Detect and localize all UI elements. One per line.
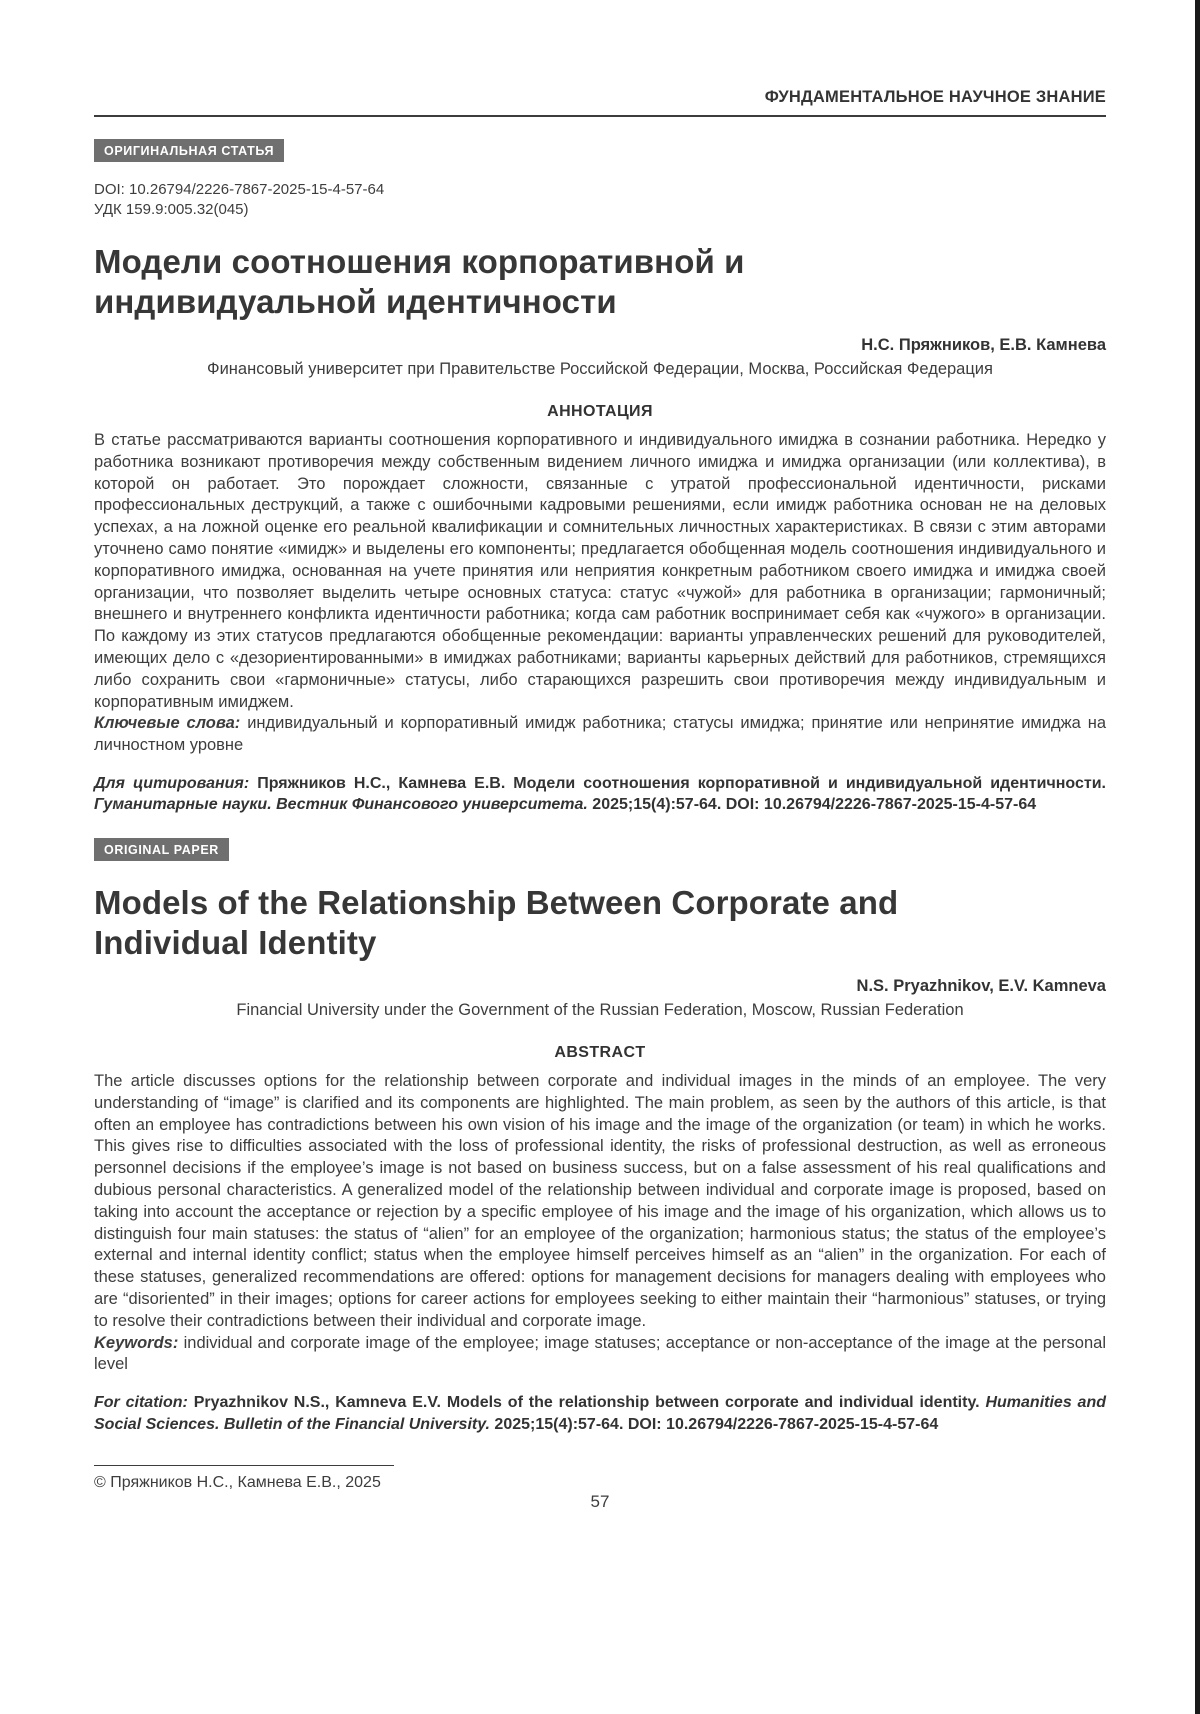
article-title-en: Models of the Relationship Between Corporate and Individual Identity: [94, 883, 899, 961]
citation-journal-ru: Гуманитарные науки. Вестник Финансового университета.: [94, 796, 588, 814]
citation-label-en: For citation:: [94, 1394, 188, 1412]
keywords-label-ru: Ключевые слова:: [94, 714, 241, 733]
citation-en: [94, 1392, 1106, 1435]
citation-text-ru: Пряжников Н.С., Камнева Е.В. Модели соотношения корпоративной и индивидуальной идентичности.: [257, 774, 1106, 792]
article-type-badge-ru: ОРИГИНАЛЬНАЯ СТАТЬЯ: [94, 139, 284, 162]
abstract-heading-en: ABSTRACT: [554, 1043, 646, 1061]
abstract-heading-ru: АННОТАЦИЯ: [547, 403, 653, 420]
article-title-ru: Модели соотношения корпоративной и индивидуальной идентичности: [94, 243, 745, 320]
keywords-text-ru: индивидуальный и корпоративный имидж работника; статусы имиджа; принятие или непринятие имиджа на личностном уровне: [94, 714, 1106, 755]
article-type-en: [94, 816, 1106, 861]
citation-tail-ru: 2025;15(4):57-64. DOI: 10.26794/2226-7867-2025-15-4-57-64: [592, 796, 1037, 814]
keywords-text-en: individual and corporate image of the employee; image statuses; acceptance or non-acceptance of the image at the personal level: [94, 1333, 1106, 1374]
copyright-block: [94, 1465, 1106, 1492]
citation-tail-en: 2025;15(4):57-64. DOI: 10.26794/2226-7867-2025-15-4-57-64: [494, 1415, 939, 1433]
citation-ru: [94, 773, 1106, 816]
abstract-en: The article discusses options for the relationship between corporate and individual images in the minds of an employee. The very understanding of “image” is clarified and its components are highlighted. The main problem, as seen by the authors of this article, is that often an employee has contradictions between his own vision of his image and the image of the organization (or team) in which he works. This gives rise to difficulties associated with the loss of professional identity, the risks of professional destruction, as well as erroneous personnel decisions if the employee’s image is not based on business success, but on a false assessment of his real qualifications and dubious personal characteristics. A generalized model of the relationship between individual and corporate image is proposed, based on taking into account the acceptance or rejection by a specific employee of his image and the image of his organization, which allows us to distinguish four main statuses: the status of “alien” for an employee of the organization; harmonious status; the status of the employee’s external and internal identity conflict; status when the employee himself perceives himself as an “alien” in the organization. For each of these statuses, generalized recommendations are offered: options for management decisions for managers dealing with employees who are “disoriented” in their images; options for career actions for employees seeking to either maintain their “harmonious” statuses, or trying to resolve their contradictions between their individual and corporate image.: [94, 1071, 1106, 1330]
copyright-rule: [94, 1465, 394, 1466]
authors-ru: Н.С. Пряжников, Е.В. Камнева: [861, 336, 1106, 354]
article-type-badge-en: ORIGINAL PAPER: [94, 838, 229, 861]
page-header: [94, 88, 1106, 117]
abstract-ru: В статье рассматриваются варианты соотношения корпоративного и индивидуального имиджа в сознании работника. Нередко у работника возникают противоречия между собственным видением личного имиджа и имиджа организации (или коллектива), в которой он работает. Это порождает сложности, связанные с утратой профессиональной идентичности, рисками профессиональных деструкций, а также с ошибочными кадровыми решениями, если имидж работника основан не на деловых успехах, а на ложной оценке его реальной квалификации и сомнительных личностных характеристиках. В связи с этим авторами уточнено само понятие «имидж» и выделены его компоненты; предлагается обобщенная модель соотношения индивидуального и корпоративного имиджа, основанная на учете принятия или неприятия конкретным работником своего имиджа и имиджа своей организации, что позволяет выделить четыре основных статуса: статус «чужой» для работника в организации; гармоничный; внешнего и внутреннего конфликта идентичности работника; когда сам работник воспринимает себя как «чужого» в организации. По каждому из этих статусов предлагаются обобщенные рекомендации: варианты управленческих решений для руководителей, имеющих дело с «дезориентированными» в имиджах работниками; варианты карьерных действий для работников, стремящихся либо сохранить свои «гармоничные» статусы, либо старающихся разрешить свои противоречия между индивидуальным и корпоративным имиджем.: [94, 431, 1106, 711]
citation-text-en: Pryazhnikov N.S., Kamneva E.V. Models of the relationship between corporate and individual identity.: [193, 1394, 980, 1412]
keywords-en: [94, 1333, 1106, 1377]
doi-line: DOI: 10.26794/2226-7867-2025-15-4-57-64: [94, 181, 385, 198]
authors-en: N.S. Pryazhnikov, E.V. Kamneva: [856, 976, 1106, 995]
citation-label-ru: Для цитирования:: [94, 774, 250, 792]
scan-edge-strip: [1195, 0, 1200, 1714]
copyright-text: © Пряжников Н.С., Камнева Е.В., 2025: [94, 1474, 381, 1492]
keywords-label-en: Keywords:: [94, 1333, 179, 1352]
udk-line: УДК 159.9:005.32(045): [94, 201, 249, 218]
citation-journal-en: Humanities and Social Sciences. Bulletin of the Financial University.: [94, 1394, 1107, 1433]
affiliation-ru: Финансовый университет при Правительстве Российской Федерации, Москва, Российская Федерация: [207, 360, 993, 378]
keywords-ru: [94, 713, 1106, 757]
running-head: ФУНДАМЕНТАЛЬНОЕ НАУЧНОЕ ЗНАНИЕ: [764, 88, 1106, 106]
page-number: 57: [590, 1492, 610, 1511]
article-meta: [94, 180, 1106, 220]
affiliation-en: Financial University under the Government of the Russian Federation, Moscow, Russian Federation: [236, 1000, 964, 1019]
article-type-ru: [94, 117, 1106, 162]
